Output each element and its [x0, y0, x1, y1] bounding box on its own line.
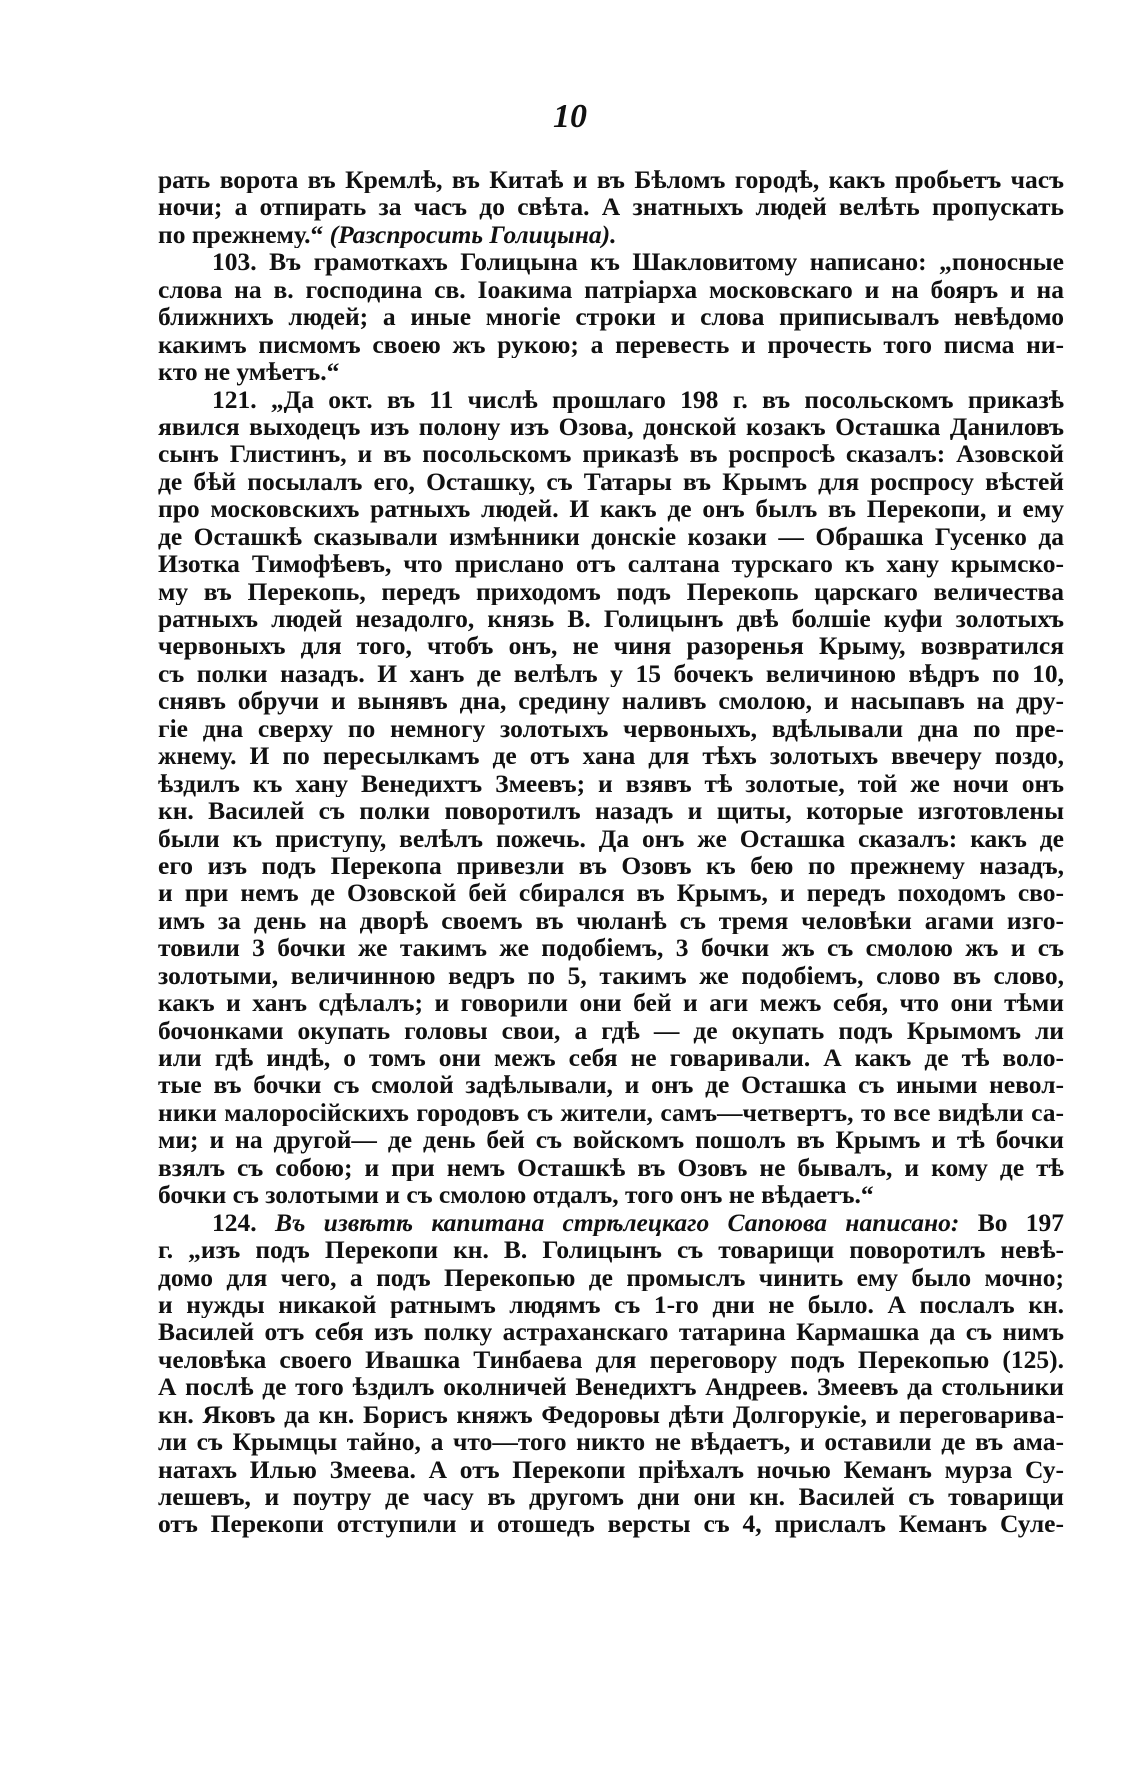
text-line: ратныхъ людей незадолго, князь В. Голицынъ двѣ болшіе куфи золотыхъ	[158, 605, 1064, 633]
text-line: ѣздилъ къ хану Венедихтъ Змеевъ; и взявъ тѣ золотые, той же ночи онъ	[158, 769, 1064, 798]
text-line: тые въ бочки съ смолой задѣлывали, и онъ де Осташка съ иными невол-	[158, 1071, 1064, 1099]
text-line: ближнихъ людей; а иные многіе строки и слова приписывалъ невѣдомо	[158, 303, 1064, 331]
text-line: домо для чего, а подъ Перекопью де промыслъ чинить ему было мочно;	[158, 1263, 1064, 1291]
page-number: 10	[553, 98, 587, 135]
text-line: или гдѣ индѣ, о томъ они межъ себя не говаривали. А какъ де тѣ воло-	[158, 1044, 1064, 1072]
text-fragment: 124.	[212, 1208, 275, 1237]
text-line: де Осташкѣ сказывали измѣнники донскіе козаки — Обрашка Гусенко да	[158, 522, 1064, 551]
text-line: червоныхъ для того, чтобъ онъ, не чиня разоренья Крыму, возвратился	[158, 632, 1064, 660]
text-line: сынъ Глистинъ, и въ посольскомъ приказѣ въ роспросѣ сказалъ: Азовской	[158, 440, 1064, 468]
text-line: товили 3 бочки же такимъ же подобіемъ, 3 бочки жъ съ смолою жъ и съ	[158, 934, 1064, 962]
text-line: имъ за день на дворѣ своемъ въ чюланѣ съ тремя человѣки агами изго-	[158, 906, 1064, 935]
text-line: слова на в. господина св. Іоакима патріарха московскаго и на бояръ и на	[158, 275, 1064, 304]
text-line: Василей отъ себя изъ полку астраханскаго татарина Кармашка да съ нимъ	[158, 1318, 1064, 1346]
text-line: взялъ съ собою; и при немъ Осташкѣ въ Озовъ не бывалъ, и кому де тѣ	[158, 1153, 1064, 1182]
text-line: бочки съ золотыми и съ смолою отдалъ, того онъ не вѣдаетъ.“	[158, 1181, 874, 1209]
text-line: лешевъ, и поутру де часу въ другомъ дни они кн. Василей съ товарищи	[158, 1483, 1064, 1511]
text-line: де бѣй посылалъ его, Осташку, съ Татары въ Крымъ для роспросу вѣстей	[158, 467, 1064, 496]
text-line: ники малоросійскихъ городовъ съ жители, самъ—четвертъ, то все видѣли са-	[158, 1098, 1064, 1127]
text-line: отъ Перекопи отступили и отошедъ версты съ 4, прислалъ Кеманъ Суле-	[158, 1510, 1064, 1538]
text-line: Изотка Тимофѣевъ, что прислано отъ салтана турскаго къ хану крымско-	[158, 550, 1064, 578]
text-line: какимъ писмомъ своею жъ рукою; а перевесть и прочесть того писма ни-	[158, 330, 1064, 359]
text-fragment: по прежнему.“	[158, 220, 330, 249]
text-line: кн. Василей съ полки поворотилъ назадъ и щиты, которые изготовлены	[158, 797, 1064, 825]
italic-heading: Въ извѣтѣ капитана стрѣлецкаго Сапоюва написано:	[274, 1208, 960, 1237]
text-line: г. „изъ подъ Перекопи кн. В. Голицынъ съ товарищи поворотилъ невѣ-	[158, 1236, 1064, 1264]
text-line: му въ Перекопь, передъ приходомъ подъ Перекопь царскаго величества	[158, 577, 1064, 605]
text-line: про московскихъ ратныхъ людей. И какъ де онъ былъ въ Перекопи, и ему	[158, 495, 1064, 523]
paragraph-124-start	[158, 1209, 1064, 1236]
text-line: были къ приступу, велѣлъ пожечь. Да онъ же Осташка сказалъ: какъ де	[158, 824, 1064, 852]
text-line: и нужды никакой ратнымъ людямъ съ 1-го дни не было. А послалъ кн.	[158, 1290, 1064, 1319]
text-line: жнему. И по пересылкамъ де отъ хана для тѣхъ золотыхъ ввечеру поздо,	[158, 742, 1064, 770]
text-fragment: Во 197	[959, 1208, 1064, 1237]
text-line: и при немъ де Озовской бей сбирался въ Крымъ, и передъ походомъ сво-	[158, 879, 1064, 907]
italic-note: (Разспросить Голицына).	[329, 220, 617, 249]
text-line: ми; и на другой— де день бей съ войскомъ пошолъ въ Крымъ и тѣ бочки	[158, 1126, 1064, 1154]
text-line: бочонками окупать головы свои, а гдѣ — де окупать подъ Крымомъ ли	[158, 1016, 1064, 1044]
text-line: рать ворота въ Кремлѣ, въ Китаѣ и въ Бѣломъ городѣ, какъ пробьетъ часъ	[158, 166, 1064, 194]
paragraph-121-start: 121. „Да окт. въ 11 числѣ прошлаго 198 г. въ посольскомъ приказѣ	[212, 385, 1064, 413]
text-line: явился выходецъ изъ полону изъ Озова, донской козакъ Осташка Даниловъ	[158, 412, 1064, 441]
text-line: какъ и ханъ сдѣлалъ; и говорили они бей и аги межъ себя, что они тѣми	[158, 989, 1064, 1017]
text-line: снявъ обручи и вынявъ дна, средину наливъ смолою, и насыпавъ на дру-	[158, 687, 1064, 715]
text-line: ночи; а отпирать за часъ до свѣта. А знатныхъ людей велѣть пропускать	[158, 193, 1064, 221]
paragraph-103-start: 103. Въ грамоткахъ Голицына къ Шакловитому написано: „поносные	[212, 248, 1064, 276]
text-line: человѣка своего Ивашка Тинбаева для переговору подъ Перекопью (125).	[158, 1345, 1064, 1374]
text-line: кто не умѣетъ.“	[158, 358, 340, 386]
document-body	[158, 166, 1064, 1538]
text-line: А послѣ де того ѣздилъ околничей Венедихтъ Андреев. Змеевъ да стольники	[158, 1373, 1064, 1401]
text-line: натахъ Илью Змеева. А отъ Перекопи пріѣхалъ ночью Кеманъ мурза Су-	[158, 1455, 1064, 1483]
text-line	[158, 221, 1064, 248]
text-line: золотыми, величинною ведръ по 5, такимъ же подобіемъ, слово въ слово,	[158, 961, 1064, 990]
text-line: съ полки назадъ. И ханъ де велѣлъ у 15 бочекъ величиною вѣдръ по 10,	[158, 659, 1064, 688]
text-line: ли съ Крымцы тайно, а что—того никто не вѣдаетъ, и оставили де въ ама-	[158, 1428, 1064, 1456]
text-line: его изъ подъ Перекопа привезли въ Озовъ къ бею по прежнему назадъ,	[158, 851, 1064, 880]
text-line: гіе дна сверху по немногу золотыхъ червоныхъ, вдѣлывали дна по пре-	[158, 714, 1064, 743]
text-line: кн. Яковъ да кн. Борисъ княжъ Федоровы дѣти Долгорукіе, и переговарива-	[158, 1400, 1064, 1429]
